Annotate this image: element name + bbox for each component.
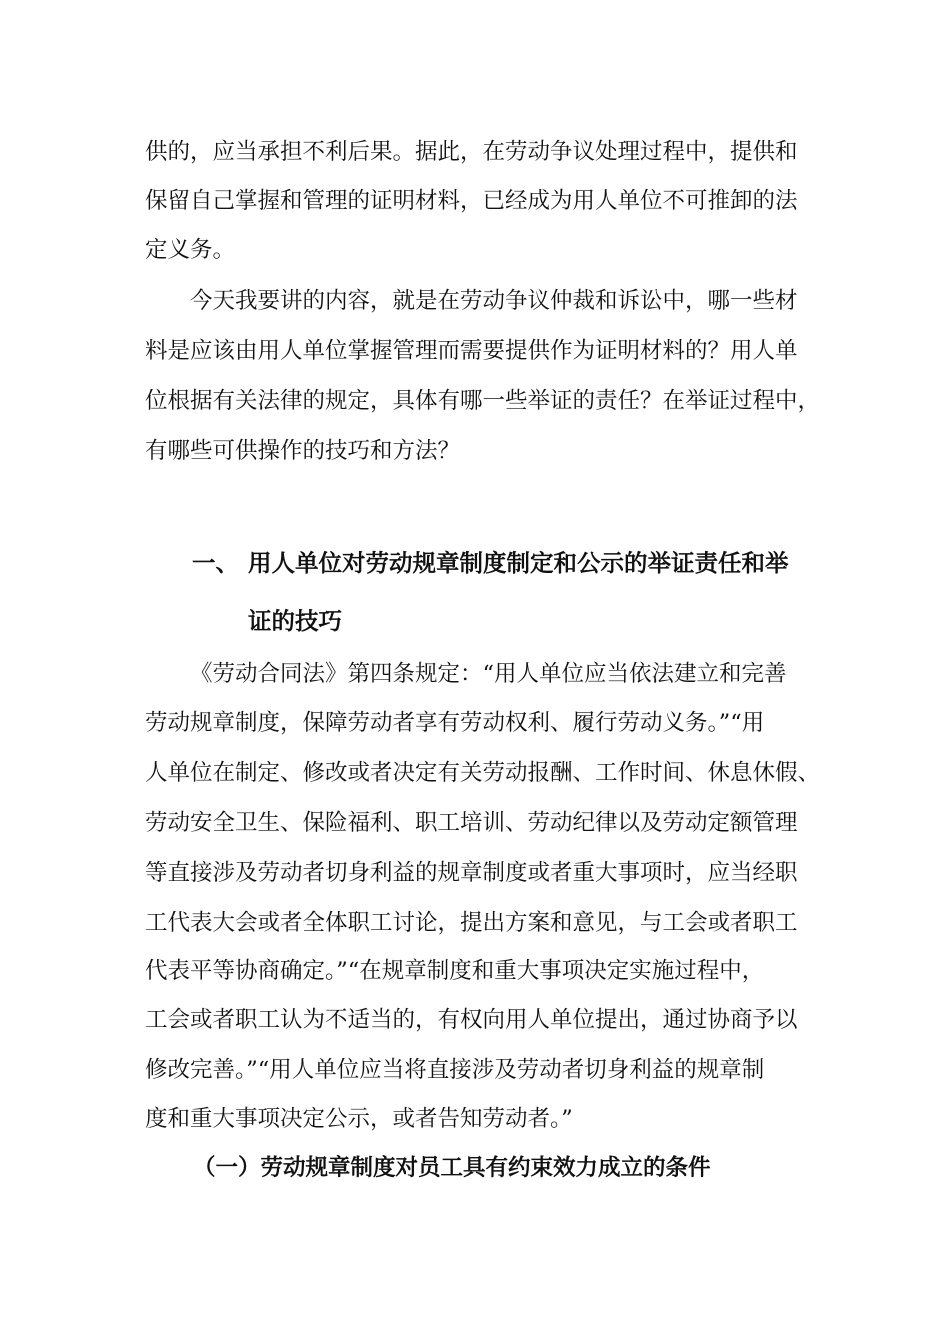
- paragraph-line: 劳动规章制度，保障劳动者享有劳动权利、履行劳动义务。”“用: [145, 710, 765, 736]
- section-heading: [192, 534, 789, 650]
- paragraph-line: 位根据有关法律的规定，具体有哪一些举证的责任？在举证过程中，: [145, 388, 821, 414]
- subsection-heading: （一）劳动规章制度对员工具有约束效力成立的条件: [193, 1155, 711, 1181]
- paragraph-line: 等直接涉及劳动者切身利益的规章制度或者重大事项时，应当经职: [145, 860, 798, 886]
- paragraph-line: 供的，应当承担不利后果。据此，在劳动争议处理过程中，提供和: [145, 139, 798, 165]
- paragraph-line: 工会或者职工认为不适当的，有权向用人单位提出，通过协商予以: [145, 1007, 798, 1033]
- paragraph-line: 今天我要讲的内容，就是在劳动争议仲裁和诉讼中，哪一些材: [190, 288, 798, 314]
- paragraph-line: 劳动安全卫生、保险福利、职工培训、劳动纪律以及劳动定额管理: [145, 810, 798, 836]
- section-title-line2: 证的技巧: [248, 607, 342, 635]
- paragraph-line: 保留自己掌握和管理的证明材料，已经成为用人单位不可推卸的法: [145, 188, 798, 214]
- section-number: 一、: [192, 549, 239, 577]
- paragraph-line: 工代表大会或者全体职工讨论，提出方案和意见，与工会或者职工: [145, 910, 798, 936]
- paragraph-line: 料是应该由用人单位掌握管理而需要提供作为证明材料的？用人单: [145, 338, 798, 364]
- section-title-line1: 用人单位对劳动规章制度制定和公示的举证责任和举: [248, 549, 789, 577]
- paragraph-line: 度和重大事项决定公示，或者告知劳动者。”: [145, 1106, 573, 1132]
- paragraph-line: 修改完善。”“用人单位应当将直接涉及劳动者切身利益的规章制: [145, 1057, 765, 1083]
- paragraph-line: 人单位在制定、修改或者决定有关劳动报酬、工作时间、休息休假、: [145, 760, 821, 786]
- paragraph-line: 代表平等协商确定。”“在规章制度和重大事项决定实施过程中，: [145, 958, 765, 984]
- paragraph-line: 定义务。: [145, 237, 236, 263]
- paragraph-line: 有哪些可供操作的技巧和方法？: [145, 438, 461, 464]
- paragraph-line: 《劳动合同法》第四条规定：“用人单位应当依法建立和完善: [190, 661, 787, 687]
